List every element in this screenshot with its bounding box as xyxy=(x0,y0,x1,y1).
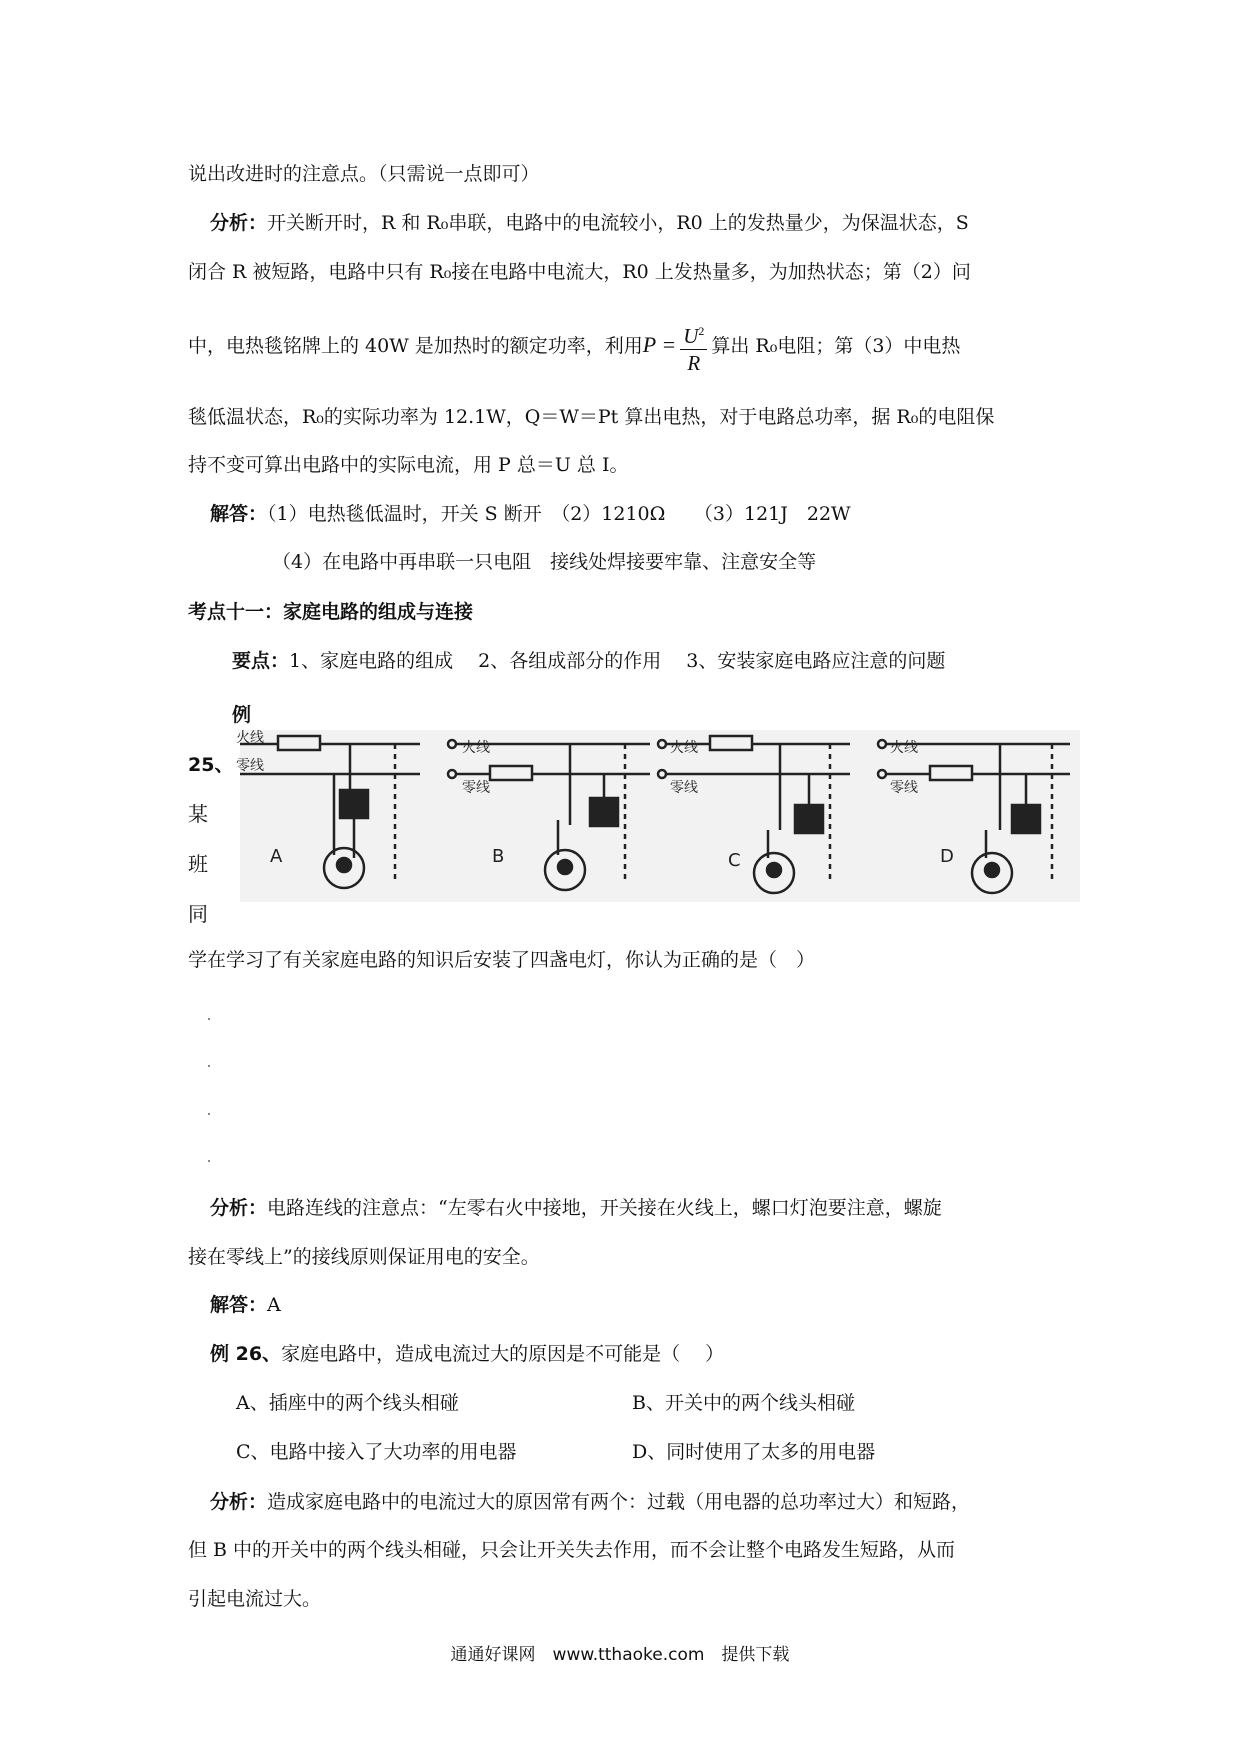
example25-vchar-3: 同 xyxy=(188,902,208,926)
formula-numerator: $U^2$ xyxy=(680,318,707,350)
panel-c-letter: C xyxy=(728,850,741,871)
panel-d-fuse xyxy=(930,766,972,780)
panel-d-bulb xyxy=(985,863,999,877)
analysis3-line3: 引起电流过大。 xyxy=(188,1588,322,1610)
example25-number: 25、 xyxy=(188,754,234,776)
formula-denominator: R xyxy=(687,351,701,375)
panel-c-neutral-label: 零线 xyxy=(670,780,698,796)
panel-c-live-label: 火线 xyxy=(670,740,698,756)
analysis1-line5: 持不变可算出电路中的实际电流，用 P 总＝U 总 I。 xyxy=(188,454,629,476)
key-points-label: 要点： xyxy=(232,650,290,672)
stray-dot xyxy=(208,1065,210,1067)
circuit-diagrams xyxy=(236,730,1080,902)
example26 xyxy=(210,1342,724,1366)
analysis2-text1: 电路连线的注意点：“左零右火中接地，开关接在火线上，螺口灯泡要注意，螺旋 xyxy=(267,1197,942,1219)
analysis1-line3 xyxy=(188,318,960,376)
panel-b-live-label: 火线 xyxy=(462,740,490,756)
stray-dot xyxy=(208,1018,210,1020)
panel-c-fuse xyxy=(710,736,752,750)
option-c: C、电路中接入了大功率的用电器 xyxy=(236,1441,517,1463)
panel-c-bulb xyxy=(767,863,781,877)
answer2-text: A xyxy=(267,1294,281,1316)
panel-a-fuse xyxy=(278,736,320,750)
panel-b-switch xyxy=(590,798,618,826)
answer1-line2: （4）在电路中再串联一只电阻 接线处焊接要牢靠、注意安全等 xyxy=(272,551,817,573)
panel-b-neutral-label: 零线 xyxy=(462,780,490,796)
example25-vchar-2: 班 xyxy=(188,852,208,876)
analysis1-line1 xyxy=(210,211,969,235)
formula-fraction xyxy=(680,318,707,376)
example26-question: 家庭电路中，造成电流过大的原因是不可能是（ ） xyxy=(281,1343,725,1365)
formula-p: P = xyxy=(642,332,677,357)
answer2-label: 解答： xyxy=(210,1294,268,1316)
panel-d-letter: D xyxy=(940,846,954,867)
panel-d-live-label: 火线 xyxy=(890,740,918,756)
answer2 xyxy=(210,1293,281,1317)
analysis2-line1 xyxy=(210,1196,942,1220)
key-points xyxy=(232,649,945,673)
analysis3-text1: 造成家庭电路中的电流过大的原因常有两个：过载（用电器的总功率过大）和短路， xyxy=(267,1491,971,1513)
answer1-label: 解答： xyxy=(210,503,268,525)
panel-a-neutral-label: 零线 xyxy=(236,758,264,774)
analysis2-line2: 接在零线上”的接线原则保证用电的安全。 xyxy=(188,1246,540,1268)
stray-dot xyxy=(208,1113,210,1115)
section-title: 考点十一：家庭电路的组成与连接 xyxy=(188,601,474,623)
option-d: D、同时使用了太多的用电器 xyxy=(632,1441,876,1463)
panel-a-live-label: 火线 xyxy=(236,730,264,746)
panel-a-bulb xyxy=(337,858,351,872)
key-points-text: 1、家庭电路的组成 2、各组成部分的作用 3、安装家庭电路应注意的问题 xyxy=(289,650,946,672)
example25-vchar-1: 某 xyxy=(188,802,208,826)
analysis1-text3a: 中，电热毯铭牌上的 40W 是加热时的额定功率，利用 xyxy=(188,335,643,357)
analysis1-line2: 闭合 R 被短路，电路中只有 R₀接在电路中电流大，R0 上发热量多，为加热状态；第（2）问 xyxy=(188,261,971,283)
analysis1-line4: 毯低温状态，R₀的实际功率为 12.1W，Q＝W＝Pt 算出电热，对于电路总功率，据 R₀的电阻保 xyxy=(188,406,995,428)
intro-line: 说出改进时的注意点。（只需说一点即可） xyxy=(188,163,540,185)
answer1-line1 xyxy=(210,502,851,526)
panel-d-neutral-label: 零线 xyxy=(890,780,918,796)
analysis1-label: 分析： xyxy=(210,212,268,234)
answer1-text1: （1）电热毯低温时，开关 S 断开 （2）1210Ω （3）121J 22W xyxy=(267,503,851,525)
panel-b-bulb xyxy=(558,860,572,874)
footer: 通通好课网 www.tthaoke.com 提供下载 xyxy=(450,1645,790,1665)
analysis1-text3b: 算出 R₀电阻；第（3）中电热 xyxy=(711,335,961,357)
stray-dot xyxy=(208,1160,210,1162)
example25-continuation: 学在学习了有关家庭电路的知识后安装了四盏电灯，你认为正确的是（ ） xyxy=(188,949,816,971)
example26-label: 例 26、 xyxy=(210,1343,282,1365)
panel-d-switch xyxy=(1012,805,1040,833)
analysis2-label: 分析： xyxy=(210,1197,268,1219)
analysis3-line1 xyxy=(210,1490,970,1514)
panel-a-letter: A xyxy=(270,846,283,867)
example25-li: 例 xyxy=(232,704,252,726)
analysis3-line2: 但 B 中的开关中的两个线头相碰，只会让开关失去作用，而不会让整个电路发生短路，从而 xyxy=(188,1539,956,1561)
option-a: A、插座中的两个线头相碰 xyxy=(236,1392,459,1414)
panel-a-switch xyxy=(340,790,368,818)
analysis3-label: 分析： xyxy=(210,1491,268,1513)
option-b: B、开关中的两个线头相碰 xyxy=(632,1392,855,1414)
panel-b-fuse xyxy=(490,766,532,780)
panel-c-switch xyxy=(795,805,823,833)
panel-b-letter: B xyxy=(492,846,505,867)
analysis1-text1: 开关断开时，R 和 R₀串联，电路中的电流较小，R0 上的发热量少，为保温状态，S xyxy=(267,212,969,234)
